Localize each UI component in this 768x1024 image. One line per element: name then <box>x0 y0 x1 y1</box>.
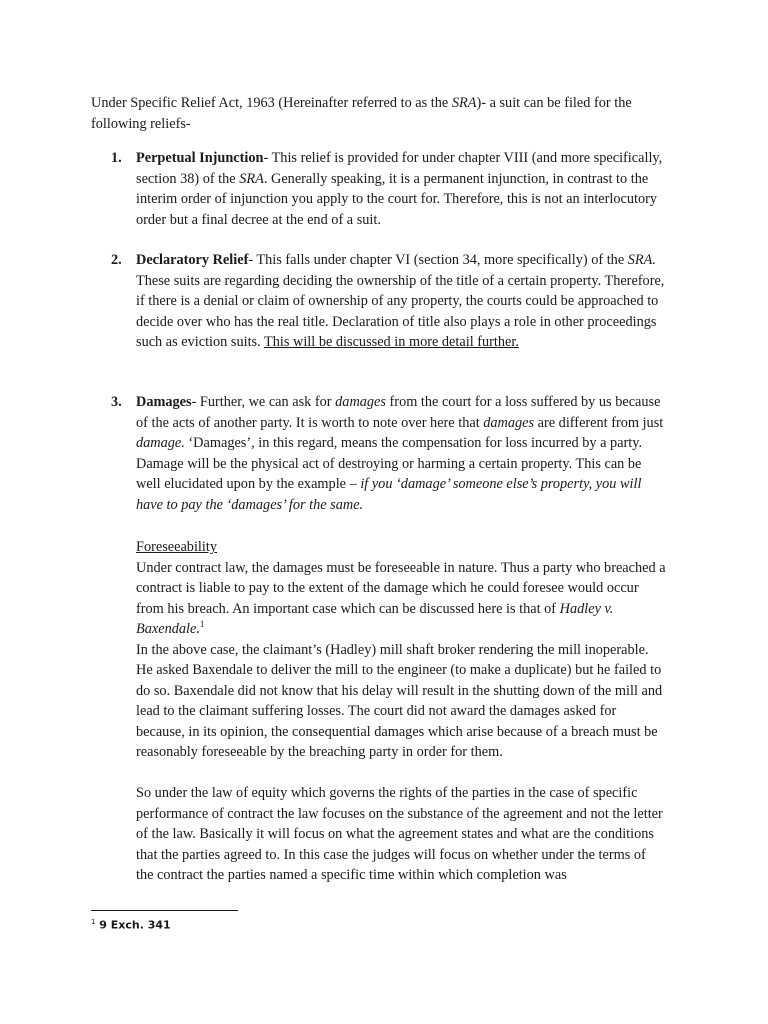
list-item-declaratory-relief <box>111 250 666 353</box>
sra-abbrev: SRA <box>451 95 477 111</box>
list-item-perpetual-injunction <box>111 148 666 230</box>
item-text: - This relief is provided for under chapter VIII (and more specifically, section 38) of the <box>136 150 663 187</box>
intro-text-end: )- a suit can be filed for the following reliefs- <box>91 95 632 132</box>
footnote <box>91 915 171 933</box>
italic-term: damages <box>483 414 535 431</box>
intro-text: Under Specific Relief Act, 1963 (Hereinafter referred to as the <box>91 95 452 111</box>
case-name: Hadley v. Baxendale. <box>136 600 614 637</box>
section-heading: Foreseeability <box>136 539 217 555</box>
item-heading: Damages <box>136 394 192 410</box>
item-text: These suits are regarding deciding the ownership of the title of a certain property. Therefore, if there is a denial or claim of ownership of any property, the courts could be approached to decide over who has the real title. Declaration of title also plays a role in other proceedings such as eviction suits. <box>136 272 665 350</box>
item-text: . Generally speaking, it is a permanent injunction, in contrast to the interim order of injunction you apply to the court for. Therefore, this is not an interlocutory order but a final decree at the end of a suit. <box>136 170 658 228</box>
item-heading: Declaratory Relief <box>136 252 249 268</box>
sra-abbrev: SRA <box>239 170 264 187</box>
footnote-separator <box>91 910 238 911</box>
italic-example: if you ‘damage’ someone else’s property, you will have to pay the ‘damages’ for the same. <box>136 476 642 513</box>
item-text: are different from just <box>534 414 664 431</box>
foreseeability-paragraph-3: So under the law of equity which governs the rights of the parties in the case of specific performance of contract the law focuses on the substance of the agreement and not the letter of the law. Basically it will focus on what the agreement states and what are the conditions that the parties agreed to. In this case the judges will focus on whether under the terms of the contract the parties named a specific time within which completion was <box>136 785 663 883</box>
item-heading: Perpetual Injunction <box>136 150 264 166</box>
paragraph-text: Under contract law, the damages must be foreseeable in nature. Thus a party who breached a contract is liable to pay to the extent of the damage which he could foresee would occur from his breach. An important case which can be discussed here is that of <box>136 559 666 617</box>
footnote-text: 9 Exch. 341 <box>95 918 171 932</box>
list-item-damages <box>111 392 666 515</box>
item-text: - Further, we can ask for <box>191 394 336 410</box>
foreseeability-paragraph-1 <box>136 558 666 640</box>
footnote-mark: 1 <box>91 918 96 926</box>
item-text: from the court for a loss suffered by us because of the acts of another party. It is worth to note over here that <box>136 394 661 431</box>
underlined-note: This will be discussed in more detail further. <box>264 334 519 350</box>
item-text: - This falls under chapter VI (section 34, more specifically) of the <box>248 252 628 268</box>
footnote-ref[interactable]: 1 <box>199 619 205 630</box>
list-number: 1. <box>111 150 122 166</box>
foreseeability-section <box>136 537 666 886</box>
list-number: 3. <box>111 394 122 410</box>
paragraph-gap <box>136 763 666 784</box>
sra-abbrev: SRA. <box>627 252 656 268</box>
italic-term: damage. <box>136 435 185 451</box>
foreseeability-paragraph-2: In the above case, the claimant’s (Hadley) mill shaft broker rendering the mill inoperable. He asked Baxendale to deliver the mill to the engineer (to make a duplicate) but he failed to do so. Baxendale did not know that his delay will result in the shutting down of the mill and lead to the claimant suffering losses. The court did not award the damages asked for because, in its opinion, the consequential damages which arise because of a breach must be reasonably foreseeable by the breaching party in order for them. <box>136 641 663 760</box>
list-number: 2. <box>111 252 122 268</box>
item-text: ‘Damages’, in this regard, means the compensation for loss incurred by a party. Damage will be the physical act of destroying or harming a certain property. This can be well elucidated upon by the example – <box>136 435 643 492</box>
italic-term: damages <box>335 394 386 410</box>
intro-paragraph <box>91 93 671 134</box>
